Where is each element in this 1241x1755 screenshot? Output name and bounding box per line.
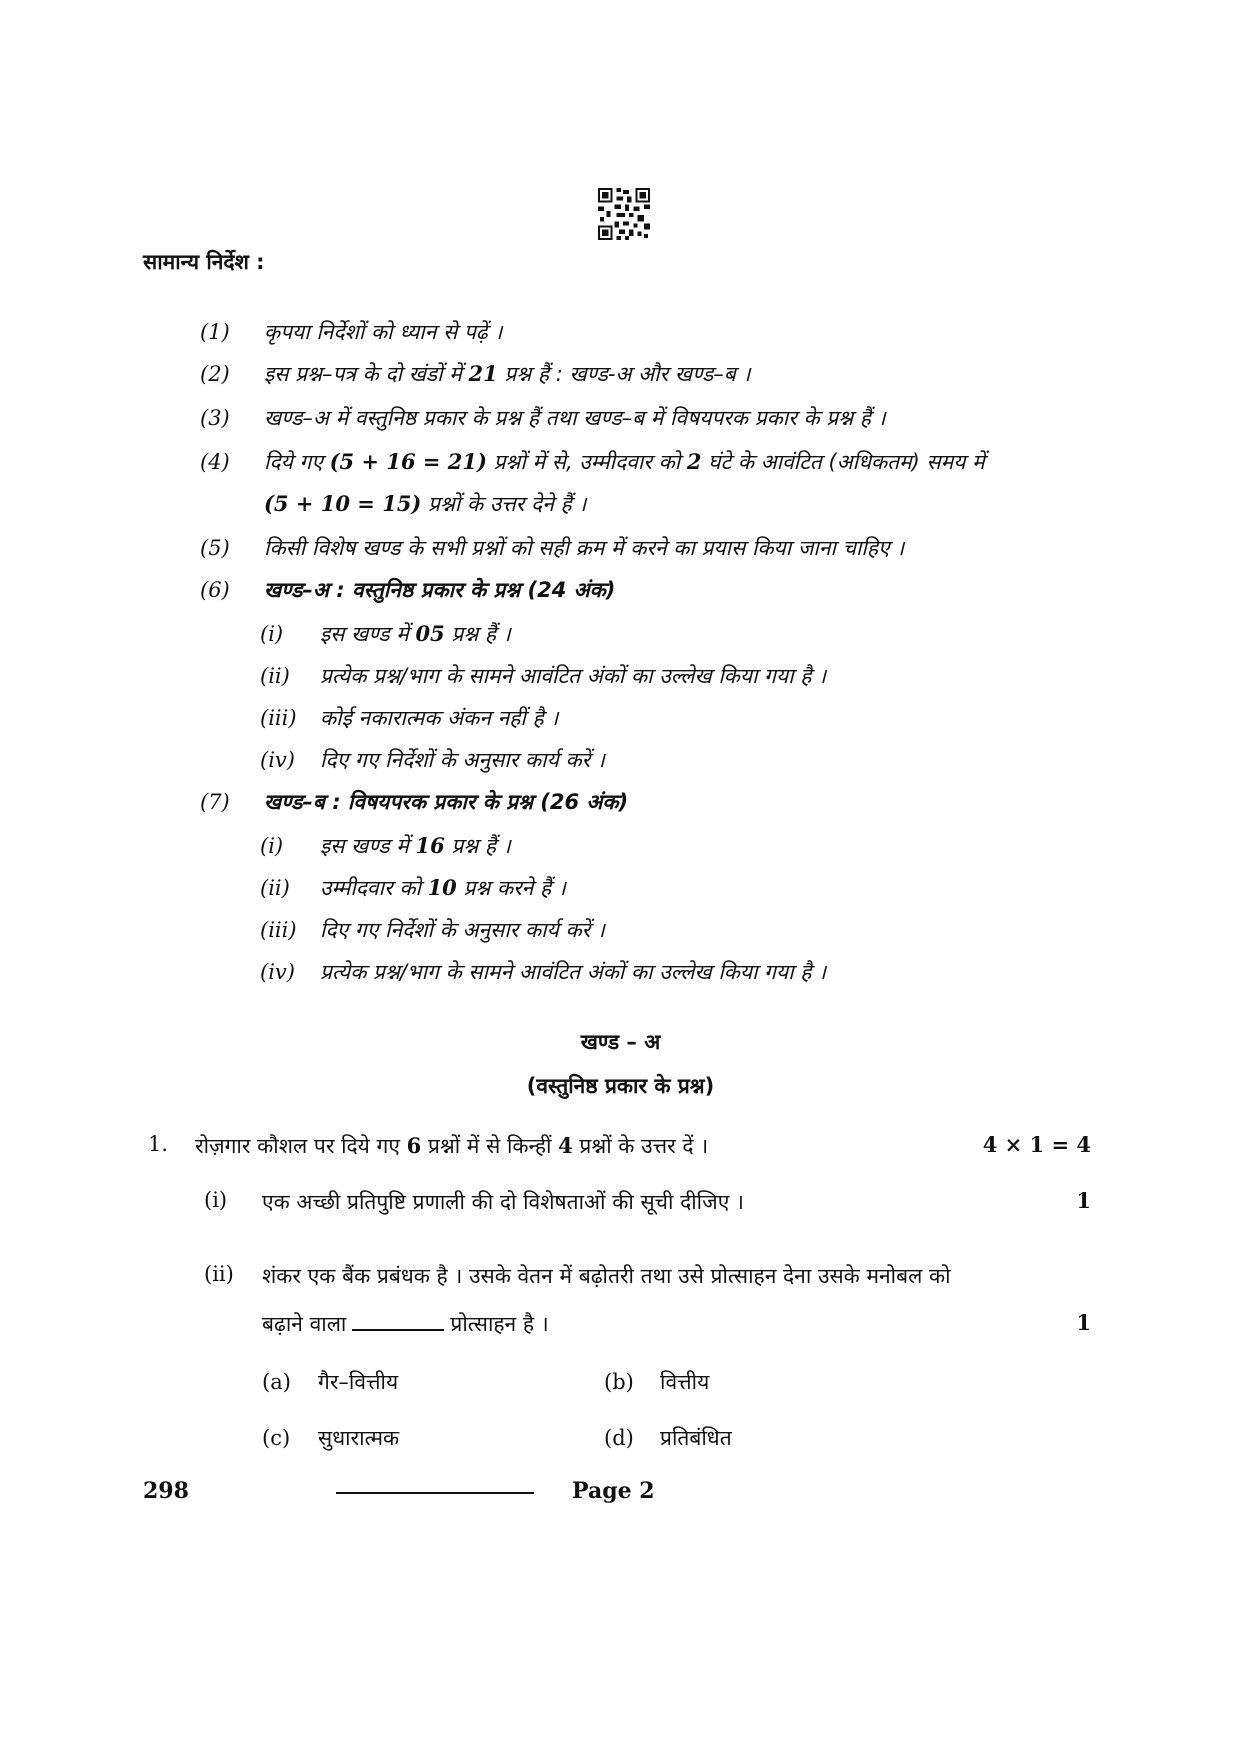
option-c: (c) सुधारात्मक bbox=[262, 1426, 400, 1450]
section-title: खण्ड – अ bbox=[580, 1030, 661, 1054]
section-a-point: (ii) प्रत्येक प्रश्न/भाग के सामने आवंटित अंकों का उल्लेख किया गया है । bbox=[260, 664, 827, 688]
question-number: 1. bbox=[148, 1132, 169, 1156]
paper-code: 298 bbox=[143, 1478, 189, 1504]
instruction-item-continued: (5 + 10 = 15) प्रश्नों के उत्तर देने हैं । bbox=[264, 491, 587, 516]
sub-question-marks: 1 bbox=[1076, 1188, 1091, 1213]
sub-question-text-line2: बढ़ाने वाला प्रोत्साहन है । bbox=[262, 1312, 549, 1336]
instruction-item: (1) कृपया निर्देशों को ध्यान से पढ़ें । bbox=[200, 320, 503, 344]
option-a: (a) गैर–वित्तीय bbox=[262, 1370, 399, 1394]
instruction-item-section-a: (6) खण्ड–अ : वस्तुनिष्ठ प्रकार के प्रश्न (24 अंक) bbox=[200, 578, 616, 602]
instruction-item: (2) इस प्रश्न–पत्र के दो खंडों में 21 प्रश्न हैं : खण्ड-अ और खण्ड–ब । bbox=[200, 361, 751, 386]
qr-code-icon bbox=[598, 188, 650, 240]
section-b-point: (iii) दिए गए निर्देशों के अनुसार कार्य करें । bbox=[260, 918, 605, 942]
instruction-item-section-b: (7) खण्ड–ब : विषयपरक प्रकार के प्रश्न (26 अंक) bbox=[200, 790, 629, 814]
sub-question-text: शंकर एक बैंक प्रबंधक है । उसके वेतन में बढ़ोतरी तथा उसे प्रोत्साहन देना उसके मनोबल को bbox=[262, 1264, 951, 1288]
page-number: Page 2 bbox=[572, 1478, 655, 1504]
sub-question-number: (ii) bbox=[204, 1262, 234, 1286]
section-subtitle: (वस्तुनिष्ठ प्रकार के प्रश्न) bbox=[526, 1074, 715, 1098]
question-text: रोज़गार कौशल पर दिये गए 6 प्रश्नों में से किन्हीं 4 प्रश्नों के उत्तर दें । bbox=[195, 1133, 709, 1158]
sub-question-text: एक अच्छी प्रतिपुष्टि प्रणाली की दो विशेषताओं की सूची दीजिए । bbox=[262, 1190, 744, 1214]
option-d: (d) प्रतिबंधित bbox=[604, 1426, 732, 1450]
section-b-point: (iv) प्रत्येक प्रश्न/भाग के सामने आवंटित अंकों का उल्लेख किया गया है । bbox=[260, 960, 827, 984]
instruction-item: (4) दिये गए (5 + 16 = 21) प्रश्नों में से, उम्मीदवार को 2 घंटे के आवंटित (अधिकतम) समय में bbox=[200, 449, 985, 474]
instruction-item: (3) खण्ड–अ में वस्तुनिष्ठ प्रकार के प्रश्न हैं तथा खण्ड–ब में विषयपरक प्रकार के प्रश्न हैं । bbox=[200, 406, 886, 430]
option-b: (b) वित्तीय bbox=[604, 1370, 710, 1394]
general-instructions-heading: सामान्य निर्देश : bbox=[143, 250, 265, 274]
sub-question-number: (i) bbox=[204, 1188, 228, 1212]
section-b-point: (i) इस खण्ड में 16 प्रश्न हैं । bbox=[260, 833, 511, 858]
section-a-point: (iv) दिए गए निर्देशों के अनुसार कार्य करें । bbox=[260, 748, 605, 772]
section-a-point: (iii) कोई नकारात्मक अंकन नहीं है । bbox=[260, 706, 559, 730]
sub-question-marks: 1 bbox=[1076, 1310, 1091, 1335]
footer-divider bbox=[336, 1492, 534, 1494]
section-a-point: (i) इस खण्ड में 05 प्रश्न हैं । bbox=[260, 621, 511, 646]
question-marks: 4 × 1 = 4 bbox=[982, 1132, 1091, 1157]
instruction-item: (5) किसी विशेष खण्ड के सभी प्रश्नों को सही क्रम में करने का प्रयास किया जाना चाहिए । bbox=[200, 536, 905, 560]
answer-blank bbox=[352, 1329, 444, 1331]
section-b-point: (ii) उम्मीदवार को 10 प्रश्न करने हैं । bbox=[260, 875, 566, 900]
